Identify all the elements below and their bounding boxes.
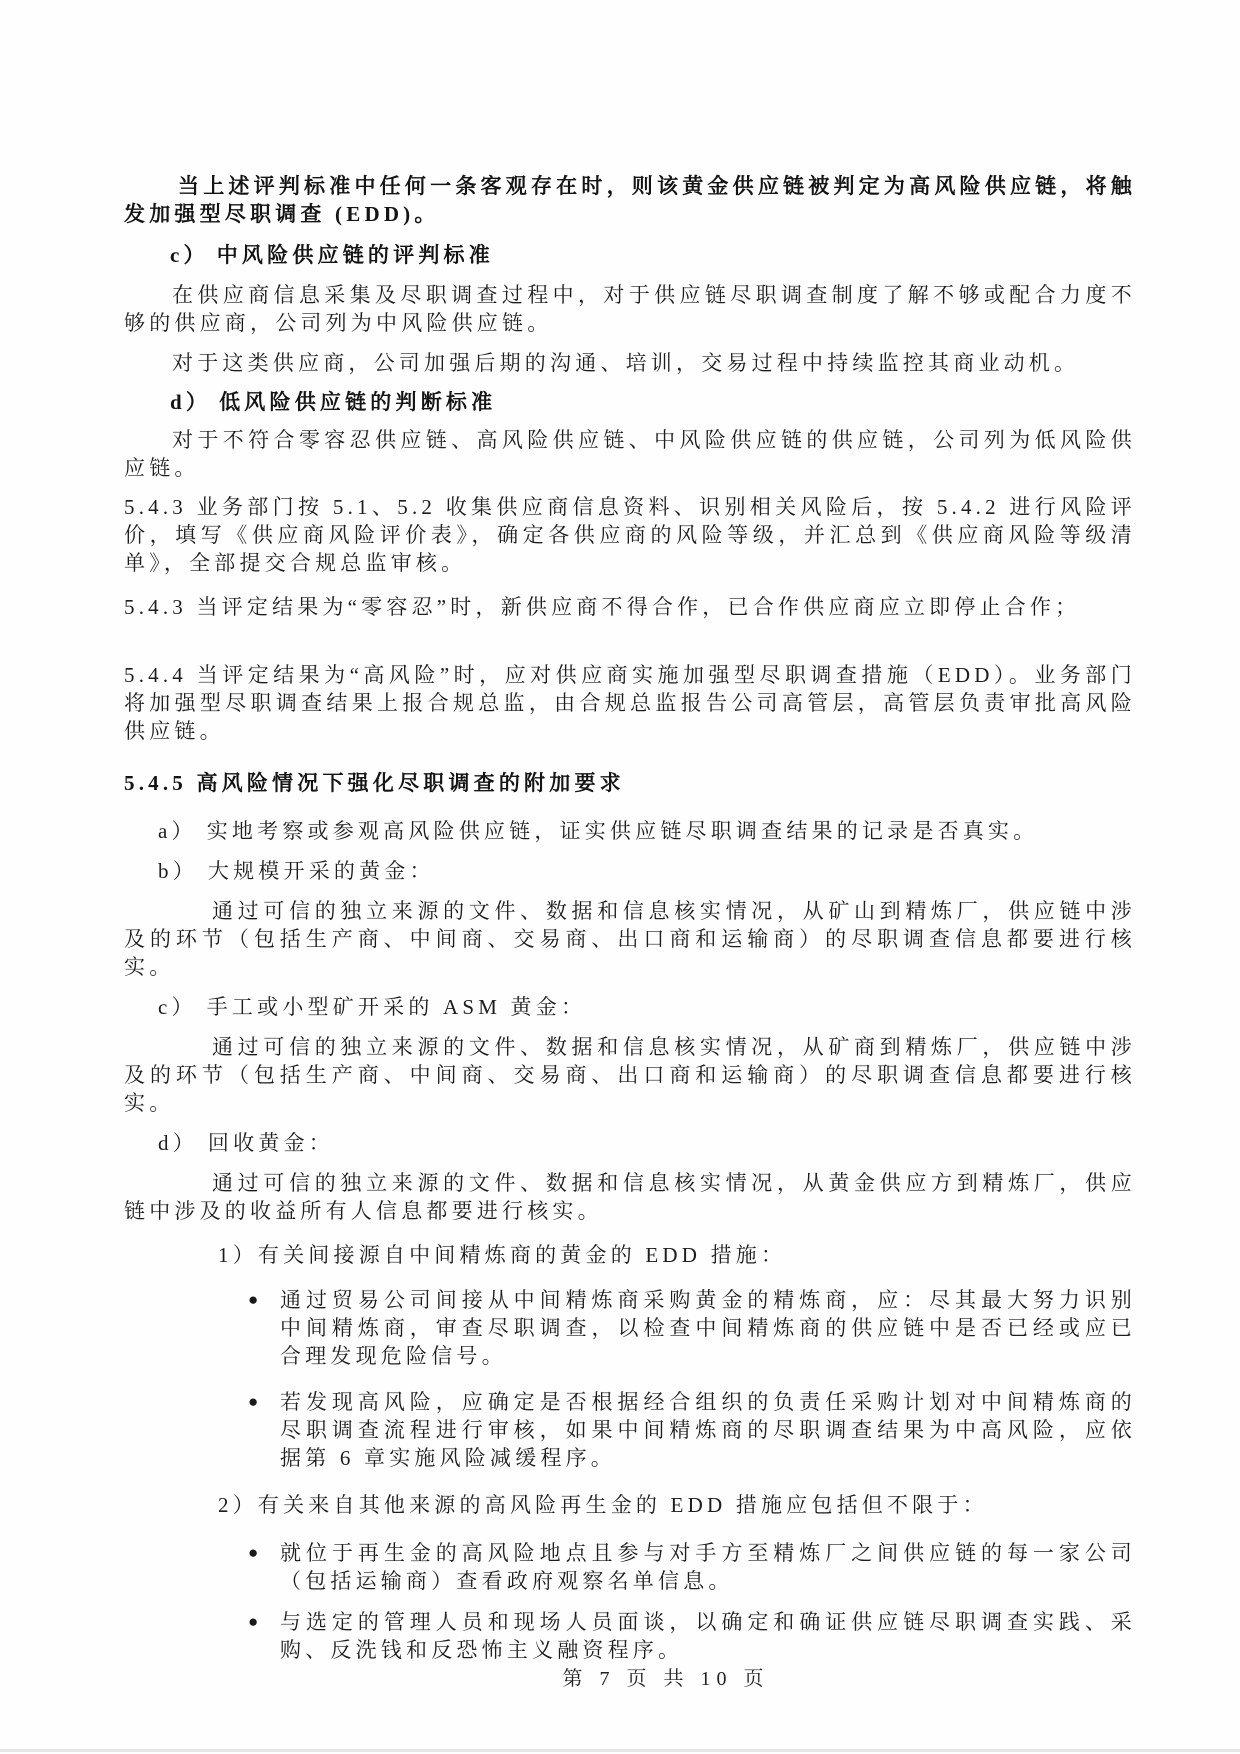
- bullet-text: 与选定的管理人员和现场人员面谈，以确定和确证供应链尽职调查实践、采购、反洗钱和反恐怖主义融资程序。: [280, 1610, 1136, 1662]
- heading-545-edd-additional-requirements: 5.4.5 高风险情况下强化尽职调查的附加要求: [124, 771, 625, 795]
- para-low-risk-definition: 对于不符合零容忍供应链、高风险供应链、中风险供应链的供应链，公司列为低风险供应链。: [124, 428, 1136, 480]
- item-text: 有关间接源自中间精炼商的黄金的 EDD 措施：: [257, 1243, 787, 1267]
- bullet-icon: ●: [248, 1612, 263, 1631]
- item-text: 手工或小型矿开采的 ASM 黄金：: [206, 995, 587, 1019]
- item-text: 回收黄金：: [207, 1131, 334, 1155]
- bullet-item-high-risk-audit: [248, 1388, 1136, 1472]
- item-a-site-visit: [158, 817, 1136, 845]
- bullet-icon: ●: [248, 1290, 263, 1309]
- para-large-scale-verification: 通过可信的独立来源的文件、数据和信息核实情况，从矿山到精炼厂，供应链中涉及的环节（包括生产商、中间商、交易商、出口商和运输商）的尽职调查信息都要进行核实。: [124, 899, 1136, 979]
- heading-d-low-risk-criteria: [170, 388, 1136, 416]
- para-edd-trigger: 当上述评判标准中任何一条客观存在时，则该黄金供应链被判定为高风险供应链，将触发加强型尽职调查 (EDD)。: [124, 174, 1136, 226]
- item-text: 大规模开采的黄金：: [207, 859, 435, 883]
- scan-edge-artifact: [0, 1749, 1240, 1752]
- para-asm-verification: 通过可信的独立来源的文件、数据和信息核实情况，从矿商到精炼厂，供应链中涉及的环节（包括生产商、中间商、交易商、出口商和运输商）的尽职调查信息都要进行核实。: [124, 1035, 1136, 1115]
- para-543-zero-tolerance: 5.4.3 当评定结果为“零容忍”时，新供应商不得合作，已合作供应商应立即停止合作；: [124, 595, 1081, 619]
- heading-label: d）: [170, 390, 212, 414]
- bullet-text: 若发现高风险，应确定是否根据经合组织的负责任采购计划对中间精炼商的尽职调查流程进行审核，如果中间精炼商的尽职调查结果为中高风险，应依据第 6 章实施风险减缓程序。: [280, 1390, 1136, 1470]
- bullet-icon: ●: [248, 1543, 263, 1562]
- item-label: d）: [158, 1131, 198, 1155]
- item-label: a）: [158, 819, 197, 843]
- document-body: [124, 172, 1136, 1664]
- item-1-indirect-refiner-edd: [218, 1241, 1136, 1269]
- item-text: 实地考察或参观高风险供应链，证实供应链尽职调查结果的记录是否真实。: [206, 819, 1039, 843]
- heading-text: 低风险供应链的判断标准: [219, 390, 497, 414]
- item-d-recycled-gold: [158, 1129, 1136, 1157]
- item-2-other-sources-edd: [218, 1491, 1136, 1519]
- bullet-item-identify-refiners: [248, 1286, 1136, 1370]
- para-543-risk-evaluation: 5.4.3 业务部门按 5.1、5.2 收集供应商信息资料、识别相关风险后，按 5.4.2 进行风险评价，填写《供应商风险评价表》，确定各供应商的风险等级，并汇总到《供应商风险等级清单》，全部提交合规总监审核。: [124, 495, 1136, 575]
- bullet-icon: ●: [248, 1392, 263, 1411]
- item-text: 有关来自其他来源的高风险再生金的 EDD 措施应包括但不限于：: [257, 1493, 988, 1517]
- item-c-asm-gold: [158, 993, 1136, 1021]
- bullet-item-staff-interviews: [248, 1608, 1136, 1664]
- para-recycled-verification: 通过可信的独立来源的文件、数据和信息核实情况，从黄金供应方到精炼厂，供应链中涉及的收益所有人信息都要进行核实。: [124, 1171, 1136, 1223]
- para-medium-risk-measures: 对于这类供应商，公司加强后期的沟通、培训，交易过程中持续监控其商业动机。: [172, 351, 1080, 375]
- bullet-text: 通过贸易公司间接从中间精炼商采购黄金的精炼商，应：尽其最大努力识别中间精炼商，审查尽职调查，以检查中间精炼商的供应链中是否已经或应已合理发现危险信号。: [280, 1288, 1136, 1368]
- item-label: b）: [158, 859, 198, 883]
- para-544-high-risk-edd: 5.4.4 当评定结果为“高风险”时，应对供应商实施加强型尽职调查措施（EDD）。业务部门将加强型尽职调查结果上报合规总监，由合规总监报告公司高管层，高管层负责审批高风险供应链。: [124, 663, 1136, 743]
- item-label: c）: [158, 995, 197, 1019]
- heading-label: c）: [170, 243, 209, 267]
- item-b-large-scale-gold: [158, 857, 1136, 885]
- item-label: 2）: [218, 1493, 258, 1517]
- heading-c-medium-risk-criteria: [170, 241, 1136, 269]
- para-medium-risk-definition: 在供应商信息采集及尽职调查过程中，对于供应链尽职调查制度了解不够或配合力度不够的供应商，公司列为中风险供应链。: [124, 283, 1136, 335]
- page-number-footer: 第 7 页 共 10 页: [562, 1668, 770, 1690]
- bullet-text: 就位于再生金的高风险地点且参与对手方至精炼厂之间供应链的每一家公司（包括运输商）查看政府观察名单信息。: [280, 1541, 1136, 1593]
- bullet-item-watchlist-check: [248, 1539, 1136, 1595]
- heading-text: 中风险供应链的评判标准: [216, 243, 494, 267]
- item-label: 1）: [218, 1243, 258, 1267]
